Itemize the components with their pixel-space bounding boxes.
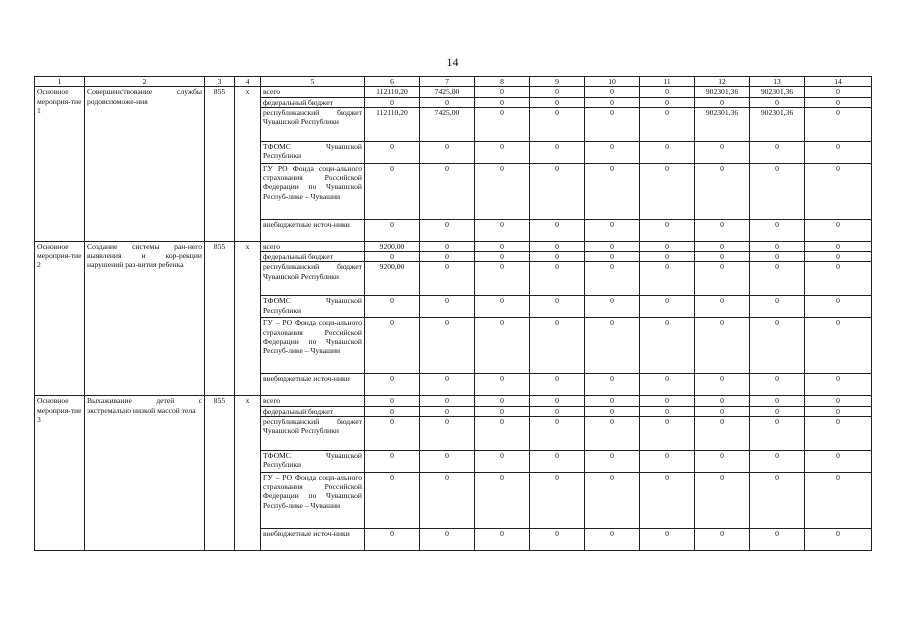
value-cell: 7425,00 (420, 107, 475, 141)
funding-source: республиканский бюджет Чувашской Республики (261, 416, 365, 450)
value-cell: 0 (530, 296, 585, 318)
value-cell: 0 (530, 141, 585, 163)
value-cell: 0 (530, 450, 585, 472)
value-cell: 0 (695, 416, 750, 450)
value-cell: 0 (695, 406, 750, 416)
value-cell: 0 (640, 296, 695, 318)
value-cell: 0 (640, 374, 695, 396)
value-cell: 0 (750, 374, 805, 396)
activity-code: Основное мероприя-тие 1 (35, 87, 85, 242)
value-cell: 0 (695, 396, 750, 406)
value-cell: 0 (365, 374, 420, 396)
value-cell: 0 (805, 318, 872, 374)
value-cell: 0 (365, 450, 420, 472)
column-header: 14 (805, 77, 872, 87)
value-cell: 9200,00 (365, 241, 420, 251)
page-number: 14 (446, 55, 459, 69)
funding-source: федеральный бюджет (261, 406, 365, 416)
value-cell: 0 (365, 219, 420, 241)
activity-code: Основное мероприя-тие 2 (35, 241, 85, 396)
funding-source: ТФОМС Чувашской Республики (261, 141, 365, 163)
value-cell: 0 (585, 296, 640, 318)
column-header: 10 (585, 77, 640, 87)
value-cell: 0 (530, 219, 585, 241)
value-cell: 0 (750, 450, 805, 472)
value-cell: 0 (475, 262, 530, 296)
value-cell: 0 (420, 374, 475, 396)
value-cell: 0 (805, 262, 872, 296)
value-cell: 112110,20 (365, 87, 420, 97)
value-cell: 0 (695, 318, 750, 374)
value-cell: 0 (530, 241, 585, 251)
value-cell: 0 (420, 318, 475, 374)
value-cell: 0 (420, 241, 475, 251)
value-cell: 0 (420, 141, 475, 163)
column-header: 13 (750, 77, 805, 87)
value-cell: 0 (805, 296, 872, 318)
funding-source: внебюджетные источ-ники (261, 219, 365, 241)
value-cell: 0 (640, 416, 695, 450)
value-cell: 0 (805, 252, 872, 262)
value-cell: 0 (585, 241, 640, 251)
value-cell: 0 (420, 450, 475, 472)
value-cell: 0 (475, 163, 530, 219)
table-row (35, 241, 872, 251)
value-cell: 0 (640, 472, 695, 528)
funding-source: ГУ – РО Фонда соци-ального страхования Российской Федерации по Чувашской Респуб-лике – Чувашии (261, 472, 365, 528)
value-cell: 0 (695, 141, 750, 163)
value-cell: 0 (640, 163, 695, 219)
activity-grbs: 855 (205, 241, 235, 396)
value-cell: 0 (695, 374, 750, 396)
value-cell: 0 (640, 97, 695, 107)
funding-source: всего (261, 241, 365, 251)
value-cell: 0 (420, 406, 475, 416)
value-cell: 0 (530, 416, 585, 450)
funding-source: внебюджетные источ-ники (261, 528, 365, 550)
value-cell: 0 (640, 262, 695, 296)
value-cell: 0 (530, 472, 585, 528)
value-cell: 0 (475, 107, 530, 141)
funding-source: ТФОМС Чувашской Республики (261, 450, 365, 472)
value-cell: 0 (695, 296, 750, 318)
value-cell: 0 (475, 472, 530, 528)
value-cell: 0 (750, 252, 805, 262)
activity-name: Выхаживание детей с экстремально низкой массой тела (85, 396, 205, 551)
value-cell: 0 (475, 450, 530, 472)
value-cell: 0 (475, 416, 530, 450)
column-header: 2 (85, 77, 205, 87)
value-cell: 0 (695, 241, 750, 251)
value-cell: 0 (585, 97, 640, 107)
funding-source: всего (261, 87, 365, 97)
value-cell: 112110,20 (365, 107, 420, 141)
value-cell: 0 (475, 87, 530, 97)
budget-table (34, 76, 872, 551)
column-header: 11 (640, 77, 695, 87)
value-cell: 0 (640, 450, 695, 472)
value-cell: 0 (585, 163, 640, 219)
value-cell: 0 (805, 241, 872, 251)
value-cell: 0 (585, 472, 640, 528)
activity-grbs: 855 (205, 396, 235, 551)
funding-source: республиканский бюджет Чувашской Республики (261, 262, 365, 296)
value-cell: 0 (585, 406, 640, 416)
column-header: 6 (365, 77, 420, 87)
funding-source: ГУ – РО Фонда соци-ального страхования Российской Федерации по Чувашской Респуб-лике – Чувашии (261, 318, 365, 374)
value-cell: 0 (585, 416, 640, 450)
column-header: 3 (205, 77, 235, 87)
value-cell: 0 (695, 450, 750, 472)
value-cell: 0 (750, 219, 805, 241)
value-cell: 0 (530, 262, 585, 296)
value-cell: 0 (365, 472, 420, 528)
value-cell: 0 (475, 219, 530, 241)
value-cell: 0 (530, 252, 585, 262)
value-cell: 0 (695, 163, 750, 219)
value-cell: 0 (585, 318, 640, 374)
value-cell: 902301,36 (750, 87, 805, 97)
activity-rz: x (235, 241, 261, 396)
value-cell: 0 (420, 252, 475, 262)
value-cell: 0 (365, 163, 420, 219)
value-cell: 0 (420, 163, 475, 219)
value-cell: 0 (530, 107, 585, 141)
value-cell: 0 (805, 528, 872, 550)
value-cell: 0 (640, 219, 695, 241)
value-cell: 0 (695, 528, 750, 550)
value-cell: 0 (585, 87, 640, 97)
value-cell: 0 (365, 406, 420, 416)
activity-rz: x (235, 87, 261, 242)
value-cell: 0 (750, 396, 805, 406)
value-cell: 0 (365, 318, 420, 374)
value-cell: 0 (805, 450, 872, 472)
value-cell: 0 (750, 472, 805, 528)
value-cell: 0 (365, 97, 420, 107)
value-cell: 0 (585, 374, 640, 396)
column-header: 12 (695, 77, 750, 87)
activity-rz: x (235, 396, 261, 551)
value-cell: 0 (585, 219, 640, 241)
value-cell: 0 (695, 262, 750, 296)
value-cell: 0 (530, 318, 585, 374)
funding-source: республиканский бюджет Чувашской Республики (261, 107, 365, 141)
value-cell: 0 (365, 252, 420, 262)
value-cell: 0 (420, 396, 475, 406)
value-cell: 0 (475, 396, 530, 406)
column-header: 5 (261, 77, 365, 87)
column-header: 1 (35, 77, 85, 87)
value-cell: 0 (805, 374, 872, 396)
value-cell: 0 (420, 472, 475, 528)
value-cell: 0 (750, 97, 805, 107)
value-cell: 0 (475, 528, 530, 550)
funding-source: ТФОМС Чувашской Республики (261, 296, 365, 318)
value-cell: 0 (695, 219, 750, 241)
value-cell: 0 (640, 107, 695, 141)
value-cell: 0 (750, 163, 805, 219)
value-cell: 0 (695, 97, 750, 107)
header-row (35, 77, 872, 87)
value-cell: 0 (805, 396, 872, 406)
column-header: 7 (420, 77, 475, 87)
value-cell: 0 (530, 396, 585, 406)
value-cell: 0 (475, 296, 530, 318)
value-cell: 0 (750, 318, 805, 374)
value-cell: 0 (585, 252, 640, 262)
value-cell: 0 (585, 450, 640, 472)
value-cell: 0 (365, 396, 420, 406)
value-cell: 0 (530, 406, 585, 416)
value-cell: 0 (750, 262, 805, 296)
value-cell: 0 (750, 141, 805, 163)
value-cell: 0 (805, 472, 872, 528)
activity-code: Основное мероприя-тие 3 (35, 396, 85, 551)
value-cell: 7425,00 (420, 87, 475, 97)
value-cell: 0 (750, 241, 805, 251)
value-cell: 0 (420, 97, 475, 107)
funding-source: внебюджетные источ-ники (261, 374, 365, 396)
value-cell: 0 (805, 87, 872, 97)
value-cell: 0 (475, 241, 530, 251)
value-cell: 0 (640, 241, 695, 251)
funding-source: федеральный бюджет (261, 97, 365, 107)
value-cell: 0 (805, 141, 872, 163)
value-cell: 0 (420, 296, 475, 318)
funding-source: всего (261, 396, 365, 406)
value-cell: 0 (640, 87, 695, 97)
value-cell: 0 (365, 296, 420, 318)
value-cell: 0 (695, 472, 750, 528)
value-cell: 902301,36 (750, 107, 805, 141)
value-cell: 0 (695, 252, 750, 262)
value-cell: 0 (475, 406, 530, 416)
value-cell: 0 (365, 141, 420, 163)
value-cell: 0 (640, 396, 695, 406)
value-cell: 0 (585, 141, 640, 163)
value-cell: 0 (640, 318, 695, 374)
value-cell: 0 (585, 528, 640, 550)
value-cell: 0 (750, 528, 805, 550)
column-header: 8 (475, 77, 530, 87)
value-cell: 0 (475, 318, 530, 374)
value-cell: 0 (475, 97, 530, 107)
column-header: 4 (235, 77, 261, 87)
value-cell: 0 (750, 406, 805, 416)
value-cell: 0 (530, 163, 585, 219)
value-cell: 0 (530, 97, 585, 107)
value-cell: 0 (805, 416, 872, 450)
activity-name: Совершенствование службы родовспоможе-ния (85, 87, 205, 242)
activity-name: Создание системы ран-него выявления и кор-рекции нарушений раз-вития ребенка (85, 241, 205, 396)
column-header: 9 (530, 77, 585, 87)
value-cell: 0 (805, 163, 872, 219)
value-cell: 0 (420, 219, 475, 241)
value-cell: 0 (640, 252, 695, 262)
value-cell: 0 (750, 296, 805, 318)
value-cell: 0 (640, 528, 695, 550)
value-cell: 0 (365, 528, 420, 550)
value-cell: 0 (805, 97, 872, 107)
value-cell: 0 (530, 374, 585, 396)
value-cell: 0 (420, 416, 475, 450)
value-cell: 0 (530, 87, 585, 97)
value-cell: 0 (475, 252, 530, 262)
funding-source: ГУ РО Фонда соци-ального страхования Российской Федерации по Чувашской Респуб-лике – Чувашии (261, 163, 365, 219)
value-cell: 9200,00 (365, 262, 420, 296)
value-cell: 0 (475, 374, 530, 396)
value-cell: 0 (750, 416, 805, 450)
value-cell: 0 (805, 219, 872, 241)
activity-grbs: 855 (205, 87, 235, 242)
value-cell: 902301,36 (695, 107, 750, 141)
value-cell: 0 (585, 396, 640, 406)
value-cell: 0 (640, 141, 695, 163)
value-cell: 902301,36 (695, 87, 750, 97)
value-cell: 0 (585, 262, 640, 296)
table-row (35, 396, 872, 406)
value-cell: 0 (585, 107, 640, 141)
value-cell: 0 (475, 141, 530, 163)
value-cell: 0 (805, 406, 872, 416)
value-cell: 0 (530, 528, 585, 550)
value-cell: 0 (420, 262, 475, 296)
funding-source: федеральный бюджет (261, 252, 365, 262)
value-cell: 0 (805, 107, 872, 141)
value-cell: 0 (420, 528, 475, 550)
value-cell: 0 (365, 416, 420, 450)
table-row (35, 87, 872, 97)
value-cell: 0 (640, 406, 695, 416)
